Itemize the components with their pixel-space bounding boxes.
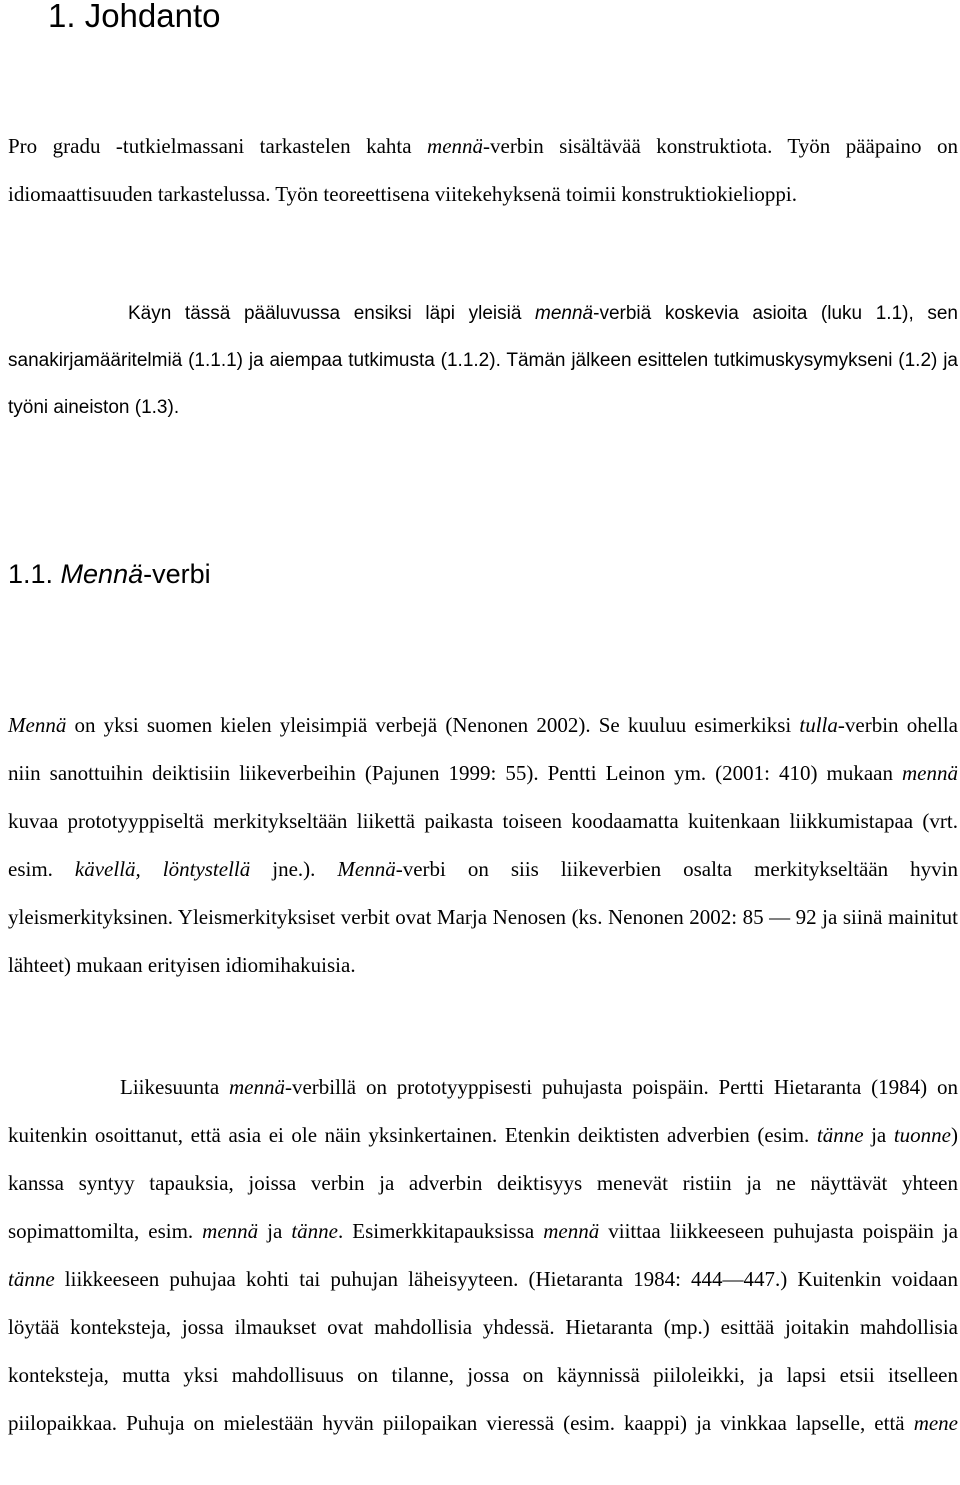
text-run: Liikesuunta	[120, 1075, 229, 1099]
text-run: Pro gradu -tutkielmassani tarkastelen kahta	[8, 134, 428, 158]
emphasis-term: tulla	[799, 713, 838, 737]
chapter-heading: 1. Johdanto	[48, 0, 221, 34]
text-run: jne.).	[250, 857, 338, 881]
section-paragraph-1	[8, 701, 958, 989]
intro-paragraph-1	[8, 122, 958, 218]
text-run: ja	[258, 1219, 292, 1243]
emphasis-term: tuonne	[893, 1123, 951, 1147]
intro-paragraph-2	[8, 290, 958, 431]
text-run: -verbillä on prototyyppisesti puhujasta poispäin. Pertti Hietaranta (1984) on kuitenkin osoittanut, että asia ei ole näin yksinkertainen. Etenkin deiktisten adverbien (esim.	[8, 1075, 958, 1147]
text-run: -verbi on siis liikeverbien osalta merkitykseltään hyvin yleismerkityksinen. Yleismerkityksiset verbit ovat Marja Nenosen (ks. Nenonen 2002: 85 — 92 ja siinä mainitut lähteet) mukaan erityisen idiomihakuisia.	[8, 857, 959, 977]
section-title-rest: -verbi	[143, 559, 211, 589]
emphasis-term: mennä	[535, 303, 594, 324]
text-run: ja	[863, 1123, 894, 1147]
text-run: . Esimerkkitapauksissa	[338, 1219, 544, 1243]
section-heading	[8, 556, 211, 592]
emphasis-term: mennä	[228, 1075, 285, 1099]
emphasis-term: tänne	[816, 1123, 864, 1147]
emphasis-term: kävellä, löntystellä	[74, 857, 251, 881]
section-paragraph-2	[8, 1063, 958, 1447]
text-run: Käyn tässä pääluvussa ensiksi läpi yleisiä	[128, 303, 536, 324]
emphasis-term: Mennä	[337, 857, 396, 881]
text-run: ) kanssa syntyy tapauksia, joissa verbin ja adverbin deiktisyys menevät ristiin ja ne näyttävät yhteen sopimattomilta, esim.	[8, 1123, 958, 1243]
emphasis-term: tänne	[291, 1219, 338, 1243]
text-run: -verbin ohella niin sanottuihin deiktisiin liikeverbeihin (Pajunen 1999: 55). Pentti Leinon ym. (2001: 410) mukaan	[8, 713, 959, 785]
text-run: liikkeeseen puhujaa kohti tai puhujan läheisyyteen. (Hietaranta 1984: 444—447.) Kuitenkin voidaan löytää konteksteja, jossa ilmaukset ovat mahdollisia yhdessä. Hietaranta (mp.) esittää joitakin mahdollisia konteksteja, mutta yksi mahdollisuus on tilanne, jossa on käynnissä piiloleikki, ja lapsi etsii itselleen piilopaikkaa. Puhuja on mielestään hyvän piilopaikan vieressä (esim. kaappi) ja vinkkaa lapselle, että	[8, 1267, 958, 1435]
emphasis-term: mene	[913, 1411, 958, 1435]
section-number: 1.1.	[8, 559, 61, 589]
emphasis-term: mennä	[427, 134, 484, 158]
emphasis-term: mennä	[202, 1219, 259, 1243]
emphasis-term: mennä	[543, 1219, 600, 1243]
text-run: viittaa liikkeeseen puhujasta poispäin ja	[599, 1219, 959, 1243]
text-run: -verbin sisältävää konstruktiota. Työn pääpaino on idiomaattisuuden tarkastelussa. Työn teoreettisena viitekehyksenä toimii konstruktiokielioppi.	[8, 134, 958, 206]
text-run: on yksi suomen kielen yleisimpiä verbejä (Nenonen 2002). Se kuuluu esimerkiksi	[66, 713, 800, 737]
text-run: kuvaa prototyyppiseltä merkitykseltään liikettä paikasta toiseen koodaamatta kuitenkaan liikkumistapaa (vrt. esim.	[8, 809, 958, 881]
emphasis-term: mennä	[902, 761, 958, 785]
emphasis-term: tänne	[8, 1267, 55, 1291]
emphasis-term: Mennä	[8, 713, 67, 737]
section-title-term: Mennä	[60, 559, 144, 589]
text-run: -verbiä koskevia asioita (luku 1.1), sen sanakirjamääritelmiä (1.1.1) ja aiempaa tutkimusta (1.1.2). Tämän jälkeen esittelen tutkimuskysymykseni (1.2) ja työni aineiston (1.3).	[8, 303, 959, 418]
